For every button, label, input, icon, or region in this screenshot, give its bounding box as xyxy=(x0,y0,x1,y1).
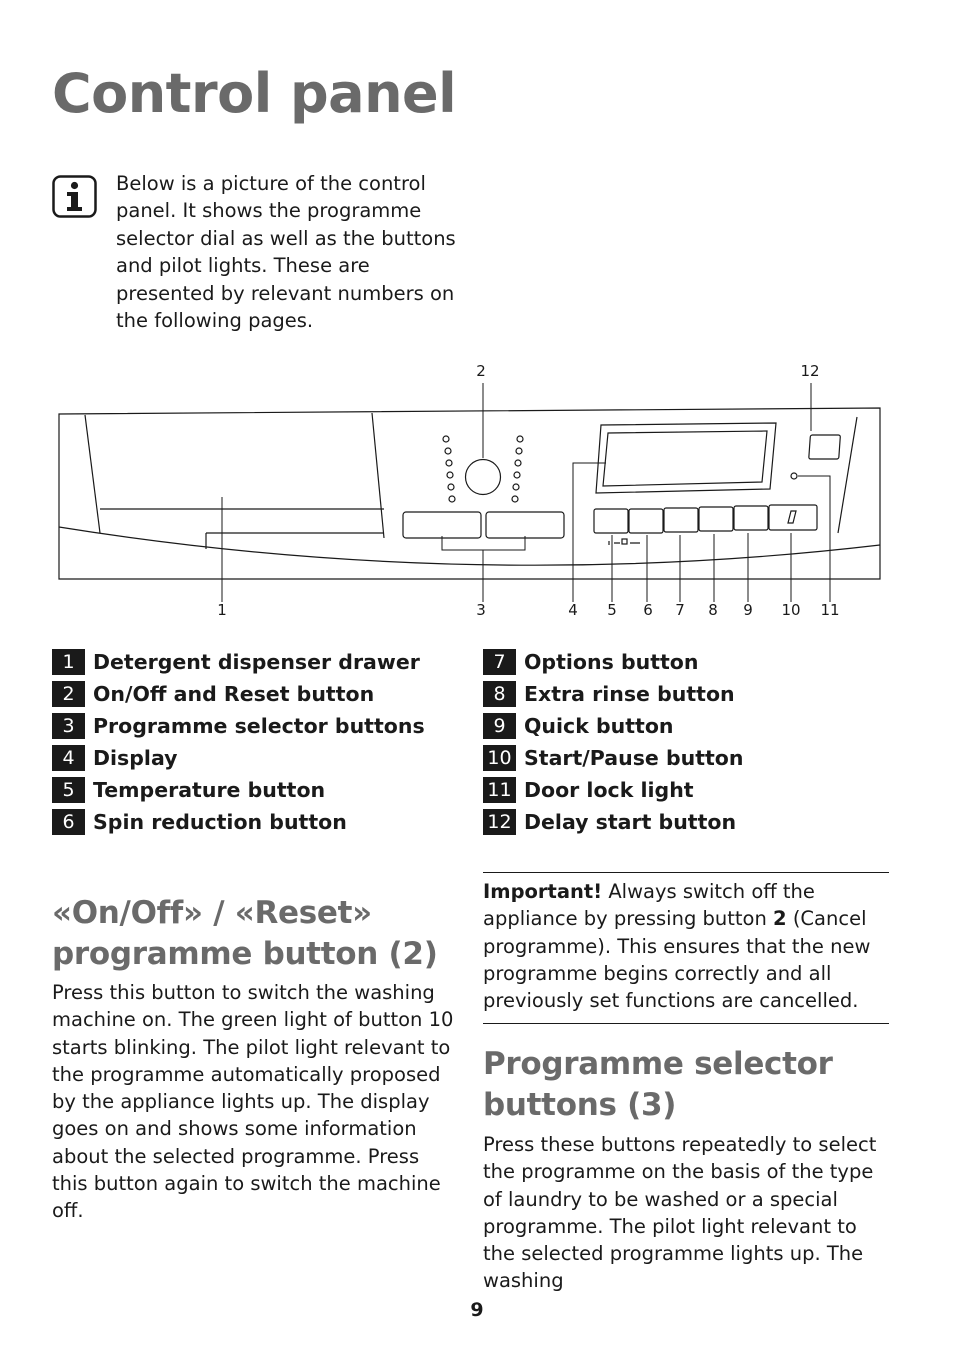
legend-number: 2 xyxy=(52,681,85,707)
legend-label: Display xyxy=(93,746,178,770)
legend-right xyxy=(483,646,903,838)
legend-number: 5 xyxy=(52,777,85,803)
callout-9: 9 xyxy=(743,601,753,619)
callout-3: 3 xyxy=(476,601,486,619)
legend-label: Delay start button xyxy=(524,810,737,834)
callout-6: 6 xyxy=(643,601,653,619)
legend-item xyxy=(52,742,472,774)
callout-10: 10 xyxy=(781,601,801,619)
info-icon xyxy=(52,175,97,218)
programme-selector-button-left xyxy=(403,512,481,538)
legend-label: Temperature button xyxy=(93,778,326,802)
important-button-ref: 2 xyxy=(773,907,787,931)
legend-item xyxy=(483,678,903,710)
onoff-section-body: Press this button to switch the washing machine on. The green light of button 10 starts blinking. The pilot light relevant to the programme automatically proposed by the appliance lights up. The display goes on and shows some information about the selected programme. Press this button again to switch the machine off. xyxy=(52,981,454,1223)
callout-11: 11 xyxy=(820,601,840,619)
callout-7: 7 xyxy=(675,601,685,619)
legend-number: 3 xyxy=(52,713,85,739)
legend-number: 4 xyxy=(52,745,85,771)
callout-12: 12 xyxy=(800,362,820,380)
panel-outline xyxy=(59,408,880,579)
legend-label: Start/Pause button xyxy=(524,746,744,770)
legend-item xyxy=(483,742,903,774)
detergent-drawer xyxy=(85,415,100,533)
selector-section-body: Press these buttons repeatedly to select the programme on the basis of the type of laundry to be washed or a special programme. The pilot light relevant to the selected programme lights up. The washing xyxy=(483,1133,877,1293)
legend-item xyxy=(483,806,903,838)
programme-selector-button-right xyxy=(486,512,564,538)
onoff-heading-line1: «On/Off» / «Reset» xyxy=(52,895,372,931)
legend-item xyxy=(52,806,472,838)
onoff-heading-line2: programme button (2) xyxy=(52,936,438,972)
page-title: Control panel xyxy=(52,62,457,125)
legend-label: Options button xyxy=(524,650,699,674)
legend-item xyxy=(483,646,903,678)
legend-item xyxy=(483,710,903,742)
important-rule-top xyxy=(483,872,889,873)
intro-paragraph: Below is a picture of the control panel. It shows the programme selector dial as well as the buttons and pilot lights. These are presented by relevant numbers on the following pages. xyxy=(116,172,456,333)
legend-number: 10 xyxy=(483,745,516,771)
on-off-reset-button xyxy=(466,460,501,495)
legend-number: 7 xyxy=(483,649,516,675)
control-panel-diagram xyxy=(0,355,954,625)
legend-number: 11 xyxy=(483,777,516,803)
legend-label: Detergent dispenser drawer xyxy=(93,650,420,674)
legend-label: Door lock light xyxy=(524,778,694,802)
legend-label: Quick button xyxy=(524,714,674,738)
callout-8: 8 xyxy=(708,601,718,619)
important-text-before: Always switch off the appliance by pressing button xyxy=(483,880,815,931)
legend-label: Spin reduction button xyxy=(93,810,347,834)
legend-number: 12 xyxy=(483,809,516,835)
door-lock-light-diagram xyxy=(791,473,797,479)
legend-label: Programme selector buttons xyxy=(93,714,425,738)
legend-item xyxy=(52,710,472,742)
callout-1: 1 xyxy=(217,601,227,619)
selector-section-heading xyxy=(483,1044,833,1126)
selector-heading-line2: buttons (3) xyxy=(483,1087,677,1123)
legend-item xyxy=(52,678,472,710)
important-text-after: (Cancel programme). This ensures that the new programme begins correctly and all previously set functions are cancelled. xyxy=(483,907,871,1013)
legend-label: Extra rinse button xyxy=(524,682,735,706)
page-number: 9 xyxy=(470,1299,484,1321)
callout-2: 2 xyxy=(476,362,486,380)
legend-number: 6 xyxy=(52,809,85,835)
panel-front-curve xyxy=(59,527,880,565)
legend-left xyxy=(52,646,472,838)
callout-4: 4 xyxy=(568,601,578,619)
legend-item xyxy=(52,646,472,678)
selector-heading-line1: Programme selector xyxy=(483,1046,833,1082)
legend-number: 9 xyxy=(483,713,516,739)
onoff-section-heading xyxy=(52,893,438,975)
important-label: Important! xyxy=(483,880,603,903)
important-rule-bottom xyxy=(483,1023,889,1024)
legend-number: 8 xyxy=(483,681,516,707)
delay-start-button-diagram xyxy=(809,435,841,459)
legend-label: On/Off and Reset button xyxy=(93,682,375,706)
callout-5: 5 xyxy=(607,601,617,619)
legend-item xyxy=(52,774,472,806)
legend-number: 1 xyxy=(52,649,85,675)
legend-item xyxy=(483,774,903,806)
important-note xyxy=(483,878,893,1014)
